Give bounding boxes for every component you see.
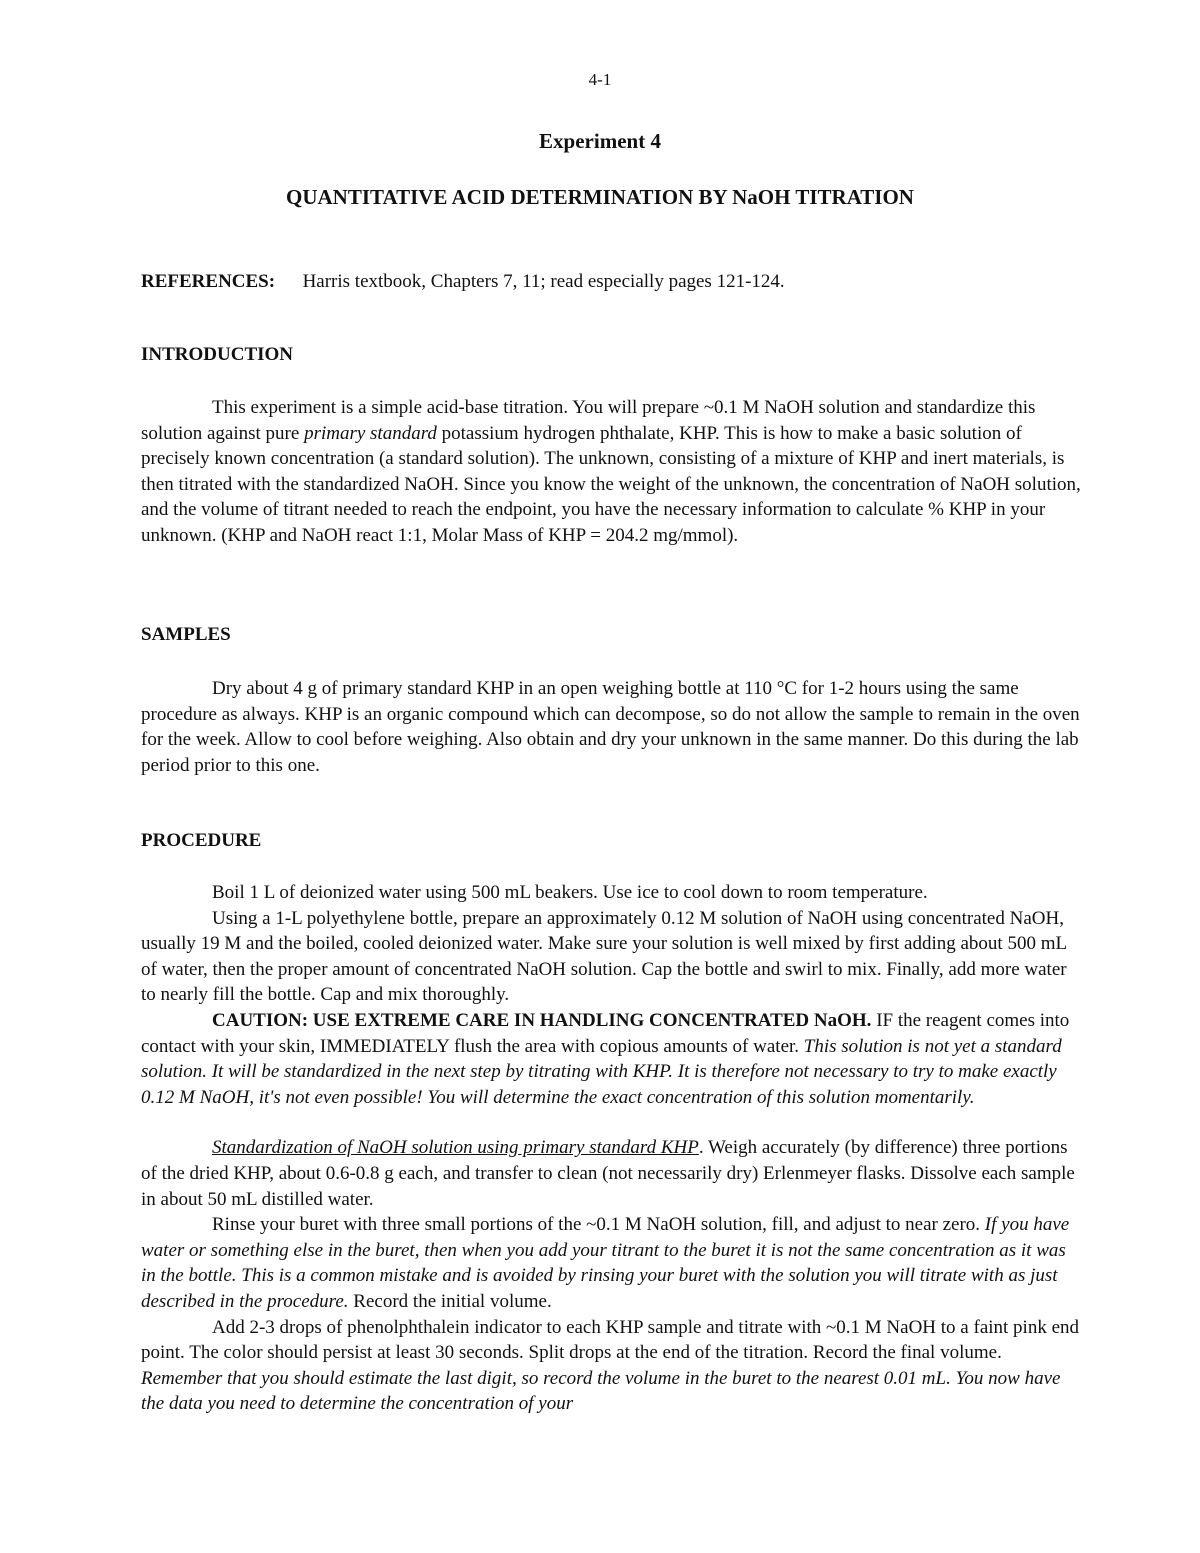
procedure-p2: Using a 1-L polyethylene bottle, prepare an approximately 0.12 M solution of NaOH using concentrated NaOH, usually 19 M and the boiled, cooled deionized water. Make sure your solution is well mixed by first adding about 500 mL of water, then the proper amount of concentrated NaOH solution. Cap the bottle and swirl to mix. Finally, add more water to nearly fill the bottle. Cap and mix thoroughly. [141,907,1067,1006]
references-text: Harris textbook, Chapters 7, 11; read especially pages 121-124. [302,271,785,292]
procedure-p5: Rinse your buret with three small portions of the ~0.1 M NaOH solution, fill, and adjust to near zero. [212,1214,981,1236]
procedure-p6-italic: Remember that you should estimate the last digit, so record the volume in the buret to the nearest 0.01 mL. You now have the data you need to determine the concentration of your [141,1367,1061,1415]
introduction-paragraph [141,395,1081,549]
procedure-p3: IF the reagent comes into contact with your skin, IMMEDIATELY flush the area with copious amounts of water. [141,1009,1070,1057]
intro-text-a: This experiment is a simple acid-base titration. You will prepare ~0.1 M NaOH solution and standardize this solution against pure [141,397,1036,444]
procedure-section [141,880,1081,1417]
procedure-heading: PROCEDURE [141,830,262,851]
procedure-p5-b: Record the initial volume. [348,1290,552,1312]
procedure-p3-italic: This solution is not yet a standard solution. It will be standardized in the next step by titrating with KHP. It is therefore not necessary to try to make exactly 0.12 M NaOH, it's not even possible! You will determine the exact concentration of this solution momentarily. [141,1035,1062,1108]
samples-text: Dry about 4 g of primary standard KHP in an open weighing bottle at 110 °C for 1-2 hours using the same procedure as always. KHP is an organic compound which can decompose, so do not allow the sample to remain in the oven for the week. Allow to cool before weighing. Also obtain and dry your unknown in the same manner. Do this during the lab period prior to this one. [141,678,1080,776]
procedure-p5-italic: If you have water or something else in the buret, then when you add your titrant to the buret it is not the same concentration as it was in the bottle. This is a common mistake and is avoided by rinsing your buret with the solution you will titrate with as just described in the procedure. [141,1214,1070,1312]
procedure-p1: Boil 1 L of deionized water using 500 mL beakers. Use ice to cool down to room temperature. [212,882,928,903]
intro-italic: primary standard [304,422,437,444]
samples-paragraph [141,676,1081,778]
experiment-label: Experiment 4 [539,129,661,153]
references-line [141,269,1081,295]
procedure-p4: . Weigh accurately (by difference) three portions of the dried KHP, about 0.6-0.8 g each, and transfer to clean (not necessarily dry) Erlenmeyer flasks. Dissolve each sample in about 50 mL distilled water. [141,1137,1075,1210]
caution-text: CAUTION: USE EXTREME CARE IN HANDLING CONCENTRATED NaOH. [212,1009,872,1031]
page-number: 4-1 [588,70,612,89]
introduction-heading: INTRODUCTION [141,344,294,365]
procedure-p6: Add 2-3 drops of phenolphthalein indicator to each KHP sample and titrate with ~0.1 M NaOH to a faint pink end point. The color should persist at least 30 seconds. Split drops at the end of the titration. Record the final volume. [141,1316,1080,1364]
document-title: QUANTITATIVE ACID DETERMINATION BY NaOH TITRATION [286,185,914,209]
intro-text-b: potassium hydrogen phthalate, KHP. This is how to make a basic solution of precisely known concentration (a standard solution). The unknown, consisting of a mixture of KHP and inert materials, is then titrated with the standardized NaOH. Since you know the weight of the unknown, the concentration of NaOH solution, and the volume of titrant needed to reach the endpoint, you have the necessary information to calculate % KHP in your unknown. (KHP and NaOH react 1:1, Molar Mass of KHP = 204.2 mg/mmol). [141,422,1081,546]
samples-heading: SAMPLES [141,624,231,645]
standardization-heading: Standardization of NaOH solution using primary standard KHP [212,1137,699,1159]
references-label: REFERENCES: [141,271,276,292]
